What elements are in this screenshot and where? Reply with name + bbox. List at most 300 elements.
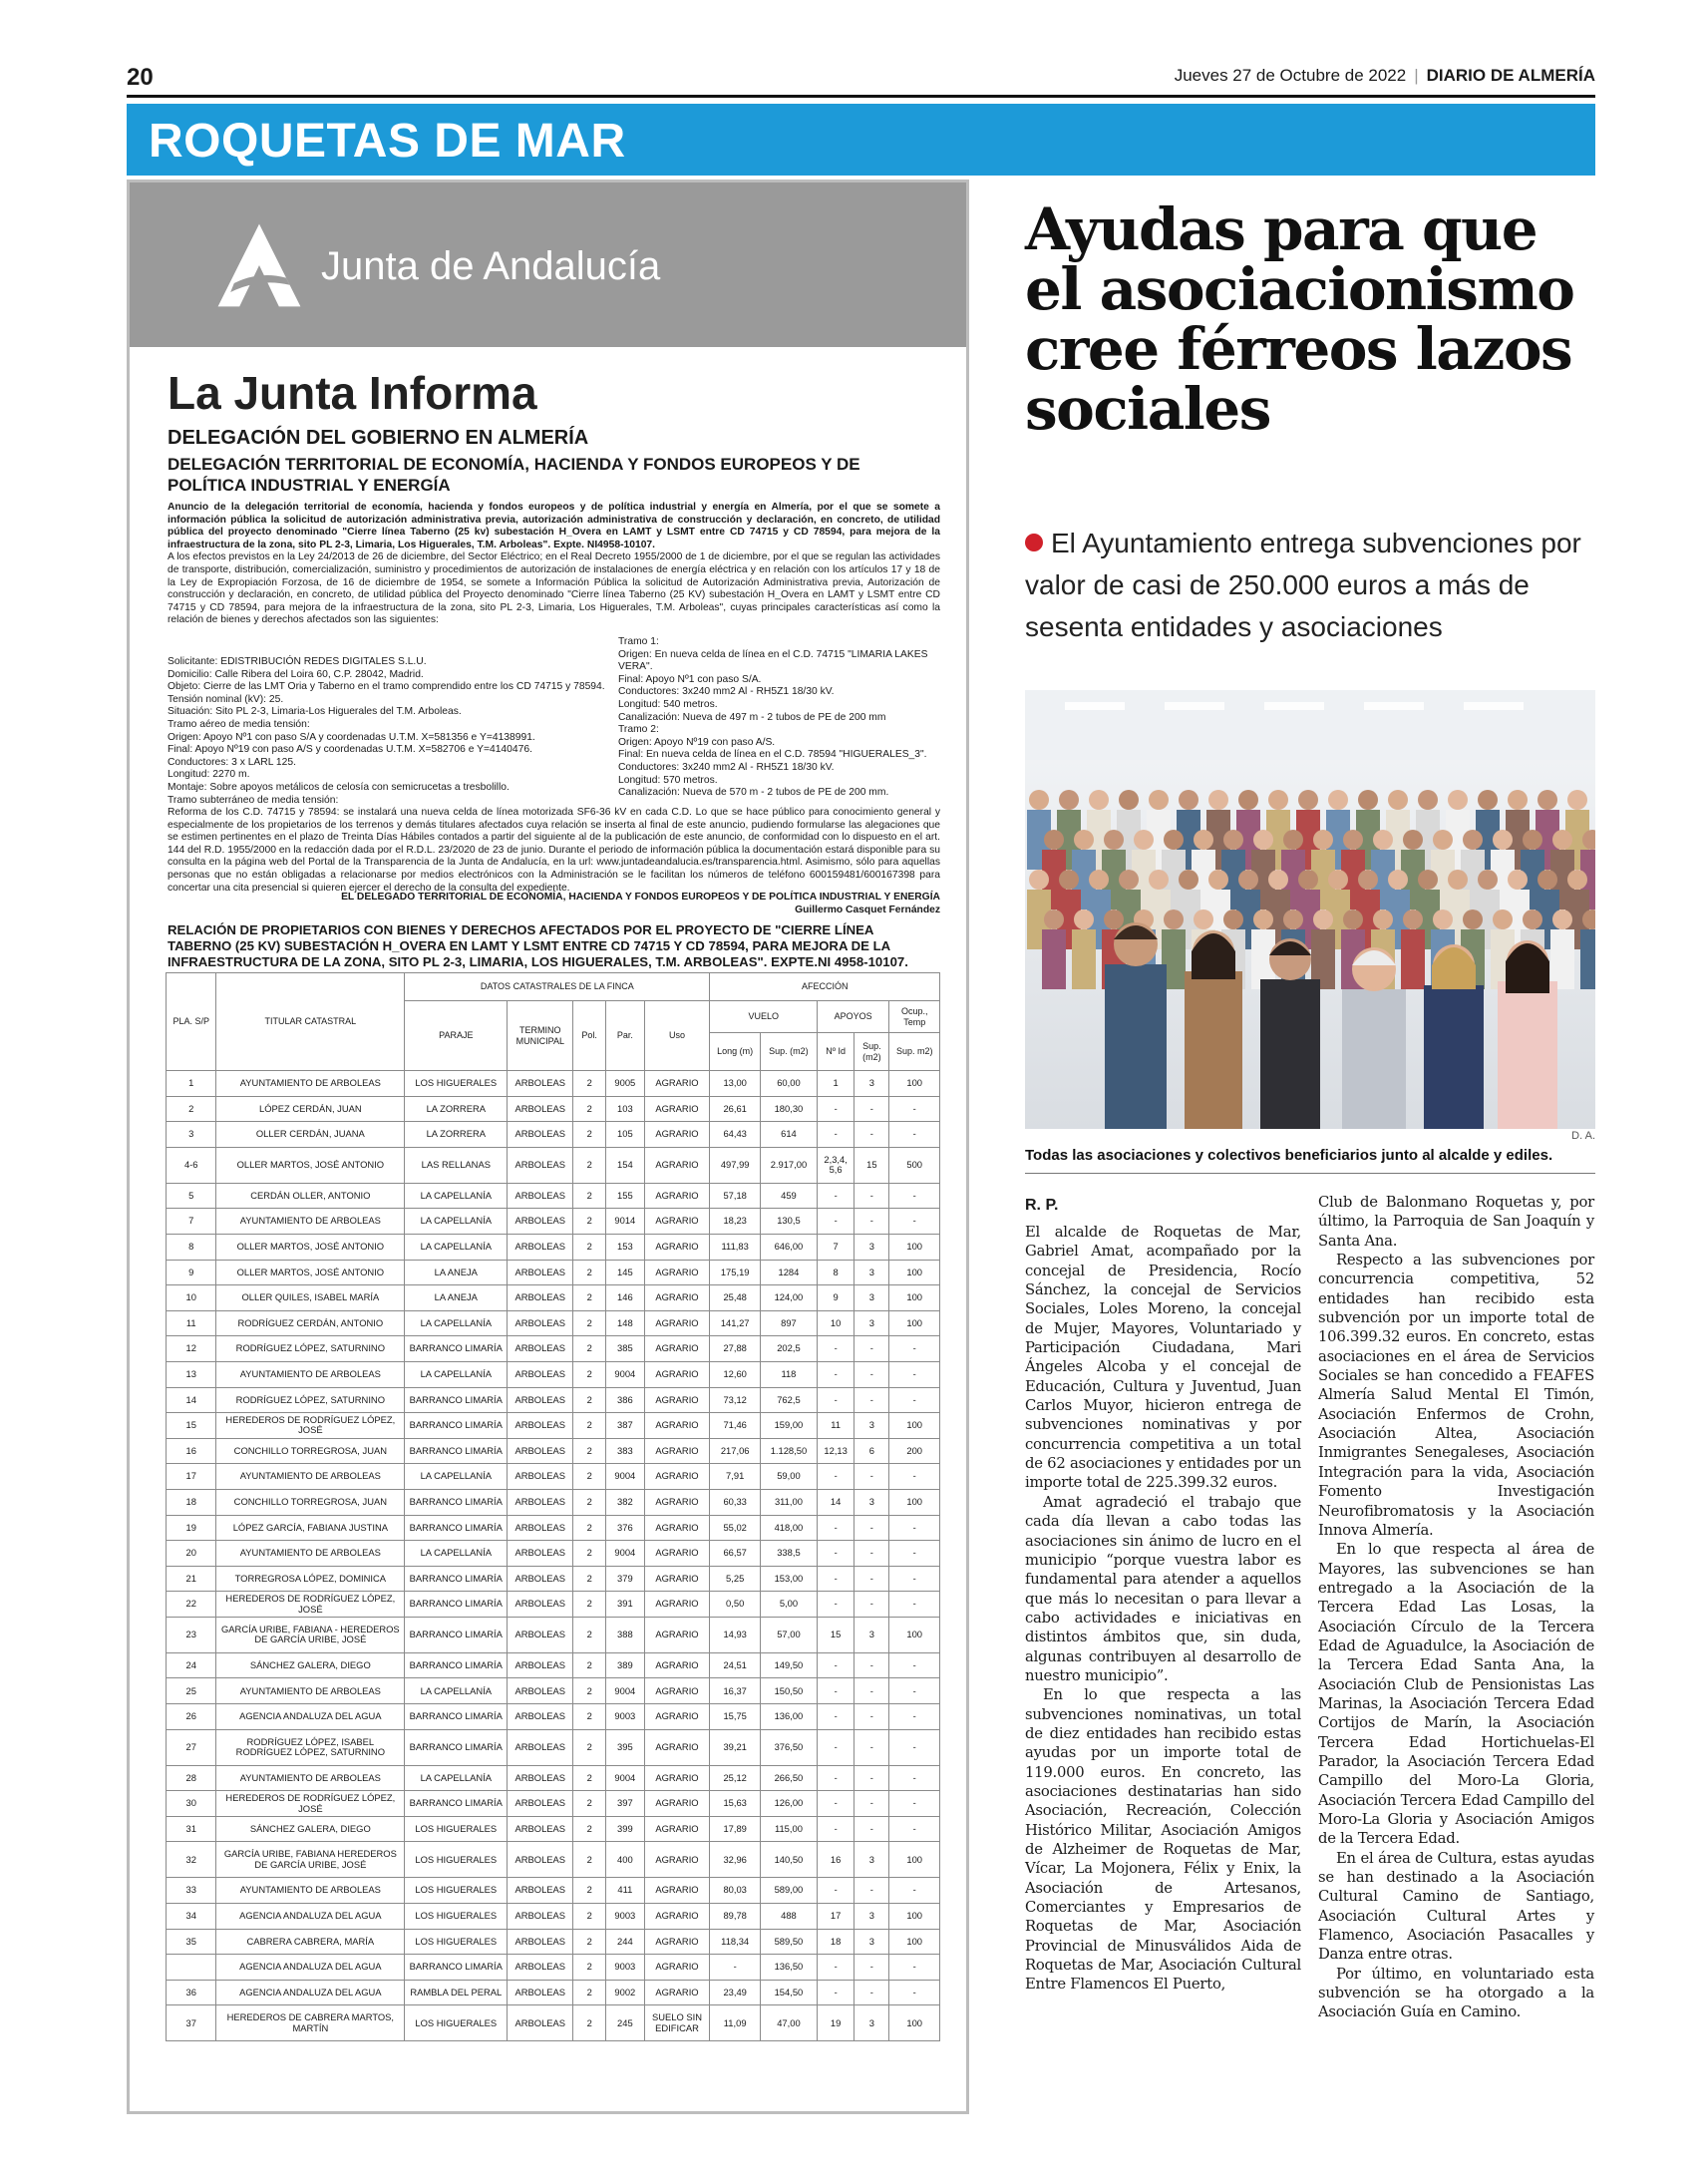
- table-row: [167, 1234, 940, 1260]
- cell-long: 17,89: [710, 1816, 760, 1842]
- cell-long: 16,37: [710, 1678, 760, 1704]
- cell-sup: 57,00: [760, 1617, 817, 1652]
- cell-titular: HEREDEROS DE CABRERA MARTOS, MARTÍN: [216, 2005, 405, 2041]
- cell-termino: ARBOLEAS: [508, 1361, 573, 1387]
- cell-pla: 33: [167, 1878, 216, 1904]
- cell-uso: AGRARIO: [644, 1336, 710, 1362]
- cell-titular: CONCHILLO TORREGROSA, JUAN: [216, 1489, 405, 1515]
- cell-pla: 19: [167, 1515, 216, 1541]
- cell-termino: ARBOLEAS: [508, 2005, 573, 2041]
- cell-uso: AGRARIO: [644, 1285, 710, 1311]
- col-header-pol: Pol.: [573, 1001, 606, 1071]
- caption-rule: [1025, 1173, 1595, 1174]
- cell-supm: -: [854, 1566, 889, 1592]
- ad-subtitle-2: DELEGACIÓN TERRITORIAL DE ECONOMÍA, HACIENDA Y FONDOS EUROPEOS Y DE POLÍTICA INDUSTRIAL Y ENERGÍA: [168, 455, 860, 495]
- table-row: [167, 1515, 940, 1541]
- cell-long: 66,57: [710, 1541, 760, 1567]
- cell-supt: -: [889, 1541, 940, 1567]
- cell-par: 9003: [606, 1904, 644, 1930]
- cell-par: 9004: [606, 1765, 644, 1791]
- cell-nid: 12,13: [817, 1438, 854, 1464]
- cell-pla: 8: [167, 1234, 216, 1260]
- cell-supt: -: [889, 1209, 940, 1235]
- photo-credit: D. A.: [1571, 1130, 1595, 1142]
- article-paragraph: En lo que respecta al área de Mayores, las subvenciones se han entregado a la Asociación de la Tercera Edad Las Losas, la Asociación Círculo de la Tercera Edad de Aguadulce, la Asociación de la Tercera Edad Santa Ana, la Asociación Club de Pensionistas Las Marinas, la Asociación Tercera Edad Cortijos de Marín, la Asociación Tercera Edad Hortichuelas-El Parador, la Asociación Tercera Edad Campillo del Moro-La Gloria, Asociación Tercera Edad Campillo del Moro-La Gloria y Asociación Amigos de la Tercera Edad.: [1318, 1541, 1594, 1848]
- cell-sup: 488: [760, 1904, 817, 1930]
- cell-pla: 3: [167, 1122, 216, 1148]
- cell-pla: 20: [167, 1541, 216, 1567]
- spec-line: Conductores: 3 x LARL 125.: [168, 756, 296, 768]
- spec-line: Montaje: Sobre apoyos metálicos de celosía con semicrucetas a tresbolillo.: [168, 781, 510, 793]
- cell-nid: -: [817, 1209, 854, 1235]
- cell-long: 7,91: [710, 1464, 760, 1490]
- cell-uso: AGRARIO: [644, 1904, 710, 1930]
- issue-date: Jueves 27 de Octubre de 2022: [1174, 66, 1407, 85]
- cell-pol: 2: [573, 1980, 606, 2005]
- standfirst-text: El Ayuntamiento entrega subvenciones por valor de casi de 250.000 euros a más de sesenta entidades y asociaciones: [1025, 528, 1581, 642]
- publication-name: DIARIO DE ALMERÍA: [1426, 66, 1595, 85]
- cell-nid: -: [817, 1592, 854, 1618]
- cell-sup: 149,50: [760, 1652, 817, 1678]
- cell-pla: 26: [167, 1704, 216, 1730]
- spec-line: Origen: Apoyo Nº1 con paso S/A y coordenadas U.T.M. X=581356 e Y=4138991.: [168, 731, 535, 743]
- cell-sup: 136,00: [760, 1704, 817, 1730]
- table-row: [167, 1438, 940, 1464]
- cell-uso: AGRARIO: [644, 1592, 710, 1618]
- cell-paraje: BARRANCO LIMARÍA: [405, 1652, 508, 1678]
- cell-par: 395: [606, 1729, 644, 1765]
- cell-supt: -: [889, 1878, 940, 1904]
- cell-uso: AGRARIO: [644, 1929, 710, 1955]
- cell-uso: AGRARIO: [644, 1096, 710, 1122]
- cell-par: 154: [606, 1147, 644, 1183]
- cell-supm: 3: [854, 1260, 889, 1285]
- cell-termino: ARBOLEAS: [508, 1678, 573, 1704]
- cell-nid: 1: [817, 1071, 854, 1097]
- cell-supm: -: [854, 1678, 889, 1704]
- article-paragraph: El alcalde de Roquetas de Mar, Gabriel Amat, acompañado por la concejal de Presidencia, Rocío Sánchez, la concejal de Servicios Sociales, Loles Moreno, la concejal de Mujer, Mayores, Voluntariado y Participación Ciudadana, Mari Ángeles Alcoba y el concejal de Educación, Cultura y Juventud, Juan Carlos Muyor, hicieron entrega de subvenciones nominativas y por concurrencia competitiva a un total de 62 asociaciones y entidades por un importe total de 225.399.32 euros.: [1025, 1224, 1301, 1492]
- cell-nid: -: [817, 1387, 854, 1413]
- cell-titular: AYUNTAMIENTO DE ARBOLEAS: [216, 1878, 405, 1904]
- cell-sup: 338,5: [760, 1541, 817, 1567]
- cell-paraje: BARRANCO LIMARÍA: [405, 1438, 508, 1464]
- cell-supt: 100: [889, 1617, 940, 1652]
- cell-titular: CONCHILLO TORREGROSA, JUAN: [216, 1438, 405, 1464]
- ad-header-band: [130, 182, 966, 347]
- table-row: [167, 1955, 940, 1981]
- cell-supm: -: [854, 1729, 889, 1765]
- cell-uso: AGRARIO: [644, 1816, 710, 1842]
- cell-titular: OLLER CERDÁN, JUANA: [216, 1122, 405, 1148]
- cell-supm: -: [854, 1209, 889, 1235]
- cell-termino: ARBOLEAS: [508, 1071, 573, 1097]
- cell-nid: 7: [817, 1234, 854, 1260]
- cell-pol: 2: [573, 1816, 606, 1842]
- cell-uso: AGRARIO: [644, 1260, 710, 1285]
- cell-pol: 2: [573, 1765, 606, 1791]
- cell-pol: 2: [573, 1878, 606, 1904]
- cell-pol: 2: [573, 1791, 606, 1817]
- cell-pla: 28: [167, 1765, 216, 1791]
- cell-sup: 589,50: [760, 1929, 817, 1955]
- cell-uso: AGRARIO: [644, 1980, 710, 2005]
- cell-nid: -: [817, 1955, 854, 1981]
- cell-supm: -: [854, 1765, 889, 1791]
- cell-titular: LÓPEZ GARCÍA, FABIANA JUSTINA: [216, 1515, 405, 1541]
- cell-supm: -: [854, 1122, 889, 1148]
- cell-pol: 2: [573, 1413, 606, 1439]
- cell-supm: -: [854, 1515, 889, 1541]
- cell-pol: 2: [573, 1592, 606, 1618]
- article-paragraph: En el área de Cultura, estas ayudas se han destinado a la Asociación Cultural Camino de Santiago, Asociación Cultural Artes y Flamenco, Asociación Pasacalles y Danza entre otras.: [1318, 1849, 1594, 1964]
- article-paragraph: Amat agradeció el trabajo que cada día llevan a cabo todas las asociaciones sin ánimo de lucro en el municipio “porque vuestra labor es fundamental para atender a aquellos que más lo necesitan o para llevar a cabo actividades e iniciativas en distintos ámbitos que, sin duda, algunas contribuyen al desarrollo de nuestro municipio”.: [1025, 1493, 1301, 1684]
- cell-pla: 15: [167, 1413, 216, 1439]
- cell-titular: AYUNTAMIENTO DE ARBOLEAS: [216, 1765, 405, 1791]
- cell-nid: 8: [817, 1260, 854, 1285]
- cell-paraje: LA ZORRERA: [405, 1096, 508, 1122]
- spec-line: Tramo 2:: [618, 724, 659, 736]
- cell-par: 386: [606, 1387, 644, 1413]
- table-row: [167, 1704, 940, 1730]
- cell-par: 9002: [606, 1980, 644, 2005]
- cell-supm: -: [854, 1652, 889, 1678]
- cell-nid: 17: [817, 1904, 854, 1930]
- cell-long: -: [710, 1955, 760, 1981]
- cell-uso: AGRARIO: [644, 1183, 710, 1209]
- cell-titular: SÁNCHEZ GALERA, DIEGO: [216, 1816, 405, 1842]
- cell-pol: 2: [573, 1955, 606, 1981]
- cell-pol: 2: [573, 1122, 606, 1148]
- cell-nid: 9: [817, 1285, 854, 1311]
- cell-pol: 2: [573, 1071, 606, 1097]
- cell-uso: AGRARIO: [644, 1464, 710, 1490]
- table-row: [167, 1260, 940, 1285]
- table-row: [167, 1096, 940, 1122]
- cell-uso: AGRARIO: [644, 1209, 710, 1235]
- cell-supt: -: [889, 1652, 940, 1678]
- table-row: [167, 1464, 940, 1490]
- cell-pol: 2: [573, 1361, 606, 1387]
- cell-supm: -: [854, 1816, 889, 1842]
- col-header-afeccion: AFECCIÓN: [710, 973, 940, 1001]
- cell-pla: 37: [167, 2005, 216, 2041]
- cell-nid: -: [817, 1652, 854, 1678]
- table-row: [167, 1904, 940, 1930]
- bullet-dot-icon: [1025, 534, 1043, 551]
- cell-supt: -: [889, 1791, 940, 1817]
- cell-par: 145: [606, 1260, 644, 1285]
- cell-sup: 150,50: [760, 1678, 817, 1704]
- ad-intro: Anuncio de la delegación territorial de economía, hacienda y fondos europeos y de política industrial y energía en Almería, por el que se somete a información pública la solicitud de autorización administrativa previa, autorización administrativa de construcción y declaración, en concreto, de utilidad pública del proyecto denominado "Cierre línea Taberno (25 kv) subestación H_Overa en LAMT y LSMT entre CD 74715 y CD 78594, para mejora de la infraestructura de la zona, sito PL 2-3, Limaria, Los Higuerales, T.M. Arboleas". Expte. NI4958-10107.: [168, 502, 940, 550]
- cell-uso: AGRARIO: [644, 1122, 710, 1148]
- col-header-long: Long (m): [710, 1033, 760, 1071]
- cell-long: 497,99: [710, 1147, 760, 1183]
- section-title: ROQUETAS DE MAR: [149, 115, 626, 168]
- cell-long: 0,50: [710, 1592, 760, 1618]
- cell-pol: 2: [573, 1929, 606, 1955]
- cell-sup: 159,00: [760, 1413, 817, 1439]
- cell-sup: 762,5: [760, 1387, 817, 1413]
- cell-paraje: BARRANCO LIMARÍA: [405, 1413, 508, 1439]
- cell-titular: RODRÍGUEZ LÓPEZ, SATURNINO: [216, 1387, 405, 1413]
- cell-sup: 130,5: [760, 1209, 817, 1235]
- spec-line: Tramo subterráneo de media tensión:: [168, 794, 339, 806]
- cell-supm: -: [854, 1878, 889, 1904]
- article-byline: R. P.: [1025, 1197, 1059, 1214]
- spec-line: Conductores: 3x240 mm2 Al - RH5Z1 18/30 kV.: [618, 686, 835, 698]
- cell-par: 9004: [606, 1678, 644, 1704]
- cell-pol: 2: [573, 1489, 606, 1515]
- cell-supm: 3: [854, 2005, 889, 2041]
- cell-titular: GARCÍA URIBE, FABIANA HEREDEROS DE GARCÍA URIBE, JOSÉ: [216, 1842, 405, 1878]
- cell-termino: ARBOLEAS: [508, 1515, 573, 1541]
- table-row: [167, 1336, 940, 1362]
- cell-nid: -: [817, 1704, 854, 1730]
- cell-termino: ARBOLEAS: [508, 1260, 573, 1285]
- spec-line: Longitud: 2270 m.: [168, 769, 250, 781]
- table-row: [167, 1209, 940, 1235]
- cell-par: 391: [606, 1592, 644, 1618]
- cell-par: 411: [606, 1878, 644, 1904]
- cell-supt: -: [889, 1122, 940, 1148]
- cell-long: 13,00: [710, 1071, 760, 1097]
- cell-uso: AGRARIO: [644, 1147, 710, 1183]
- cell-par: 376: [606, 1515, 644, 1541]
- cell-supm: 3: [854, 1234, 889, 1260]
- cell-uso: AGRARIO: [644, 1071, 710, 1097]
- spec-line: Conductores: 3x240 mm2 Al - RH5Z1 18/30 kV.: [618, 761, 835, 773]
- cell-supt: 100: [889, 1842, 940, 1878]
- cell-termino: ARBOLEAS: [508, 1592, 573, 1618]
- cell-nid: -: [817, 1464, 854, 1490]
- table-row: [167, 1361, 940, 1387]
- cell-supt: 500: [889, 1147, 940, 1183]
- cell-par: 148: [606, 1310, 644, 1336]
- spec-line: Tramo 1:: [618, 636, 659, 647]
- cell-supt: -: [889, 1955, 940, 1981]
- cell-titular: OLLER MARTOS, JOSÉ ANTONIO: [216, 1234, 405, 1260]
- ad-body-text: A los efectos previstos en la Ley 24/2013 de 26 de diciembre, del Sector Eléctrico; en el Real Decreto 1955/2000 de 1 de diciembre, por el que se regulan las actividades de transporte, distribución, comercialización, suministro y procedimientos de autorización de instalaciones de energía eléctrica y en relación con los artículos 17 y 18 de la Ley de Expropiación Forzosa, de 16 de diciembre de 1954, se somete a Información Pública la solicitud de Autorización Administrativa previa, Autorización de construcción y declaración, en concreto, de utilidad pública del Proyecto denominado "Cierre línea Taberno (25 KV) subestación H_Overa en LAMT y LSMT entre CD 74715 y CD 78594, para mejora de la infraestructura de la zona, sito PL 2-3, Limaria, Los Higuerales, T.M. Arboleas", cuyas principales características así como la relación de bienes y derechos afectados son las siguientes:: [168, 551, 940, 626]
- spec-line: Canalización: Nueva de 570 m - 2 tubos de PE de 200 mm.: [618, 787, 889, 799]
- cell-paraje: LA CAPELLANÍA: [405, 1310, 508, 1336]
- cell-supm: 3: [854, 1489, 889, 1515]
- cell-par: 388: [606, 1617, 644, 1652]
- cell-paraje: LA CAPELLANÍA: [405, 1541, 508, 1567]
- section-banner: [127, 104, 1595, 176]
- cell-termino: ARBOLEAS: [508, 1234, 573, 1260]
- cell-sup: 897: [760, 1310, 817, 1336]
- cell-paraje: LA ANEJA: [405, 1260, 508, 1285]
- cell-sup: 1284: [760, 1260, 817, 1285]
- cell-supt: 100: [889, 1260, 940, 1285]
- cell-nid: -: [817, 1765, 854, 1791]
- cell-pla: [167, 1955, 216, 1981]
- cell-pol: 2: [573, 1147, 606, 1183]
- cell-long: 15,63: [710, 1791, 760, 1817]
- spec-line: Domicilio: Calle Ribera del Loira 60, C.P. 28042, Madrid.: [168, 668, 424, 680]
- cell-supt: 200: [889, 1438, 940, 1464]
- cell-pla: 7: [167, 1209, 216, 1235]
- col-header-ocup: Ocup., Temp: [889, 1001, 940, 1033]
- cell-termino: ARBOLEAS: [508, 1652, 573, 1678]
- cell-supm: 6: [854, 1438, 889, 1464]
- cell-uso: AGRARIO: [644, 1842, 710, 1878]
- cell-pol: 2: [573, 1652, 606, 1678]
- cell-titular: HEREDEROS DE RODRÍGUEZ LÓPEZ, JOSÉ: [216, 1592, 405, 1618]
- cell-nid: 10: [817, 1310, 854, 1336]
- cell-paraje: LOS HIGUERALES: [405, 1842, 508, 1878]
- cell-nid: 19: [817, 2005, 854, 2041]
- cell-supm: -: [854, 1541, 889, 1567]
- cell-long: 26,61: [710, 1096, 760, 1122]
- cell-pla: 5: [167, 1183, 216, 1209]
- junta-advertisement: [127, 180, 969, 2114]
- cell-long: 141,27: [710, 1310, 760, 1336]
- cell-nid: -: [817, 1729, 854, 1765]
- cell-paraje: LOS HIGUERALES: [405, 2005, 508, 2041]
- cell-pla: 18: [167, 1489, 216, 1515]
- cell-nid: 14: [817, 1489, 854, 1515]
- table-row: [167, 1791, 940, 1817]
- cell-par: 382: [606, 1489, 644, 1515]
- cell-nid: 18: [817, 1929, 854, 1955]
- cell-par: 389: [606, 1652, 644, 1678]
- spec-line: Longitud: 540 metros.: [618, 698, 718, 710]
- table-row: [167, 1413, 940, 1439]
- junta-logo-icon: [214, 220, 304, 310]
- cell-pla: 13: [167, 1361, 216, 1387]
- table-row: [167, 1122, 940, 1148]
- cell-nid: 15: [817, 1617, 854, 1652]
- spec-line: Origen: Apoyo Nº19 con paso A/S.: [618, 736, 776, 748]
- cell-uso: AGRARIO: [644, 1878, 710, 1904]
- cell-long: 18,23: [710, 1209, 760, 1235]
- owners-table: [166, 972, 940, 2041]
- cell-paraje: LOS HIGUERALES: [405, 1816, 508, 1842]
- cell-pla: 30: [167, 1791, 216, 1817]
- cell-long: 80,03: [710, 1878, 760, 1904]
- cell-long: 25,12: [710, 1765, 760, 1791]
- ad-brand-name: Junta de Andalucía: [321, 244, 661, 288]
- masthead-separator: |: [1414, 66, 1419, 85]
- cell-supm: -: [854, 1592, 889, 1618]
- cell-pol: 2: [573, 1209, 606, 1235]
- cell-uso: AGRARIO: [644, 1791, 710, 1817]
- cell-termino: ARBOLEAS: [508, 1096, 573, 1122]
- signature-name: Guillermo Casquet Fernández: [795, 904, 940, 915]
- cell-pol: 2: [573, 1904, 606, 1930]
- cell-par: 9005: [606, 1071, 644, 1097]
- cell-supm: -: [854, 1336, 889, 1362]
- cell-termino: ARBOLEAS: [508, 1791, 573, 1817]
- article-paragraph: Club de Balonmano Roquetas y, por último, la Parroquia de San Joaquín y Santa Ana.: [1318, 1194, 1594, 1250]
- relation-title: RELACIÓN DE PROPIETARIOS CON BIENES Y DERECHOS AFECTADOS POR EL PROYECTO DE "CIERRE LÍNEA TABERNO (25 KV) SUBESTACIÓN H_OVERA EN LAMT Y LSMT ENTRE CD 74715 Y CD 78594, PARA MEJORA DE LA INFRAESTRUCTURA DE LA ZONA, SITO PL 2-3, LIMARIA, LOS HIGUERALES, T.M. ARBOLEAS". EXPTE.NI 4958-10107.: [168, 922, 908, 969]
- article-paragraph: En lo que respecta a las subvenciones nominativas, un total de diez entidades han recibido estas ayudas por un importe total de 119.000 euros. En concreto, las asociaciones destinatarias han sido Asociación, Recreación, Colección Histórico Militar, Asociación Amigos de Alzheimer de Roquetas de Mar, Vícar, La Mojonera, Félix y Enix, la Asociación de Artesanos, Comerciantes y Empresarios de Roquetas de Mar, Asociación Provincial de Minusválidos Aida de Roquetas de Mar, Asociación Cultural Entre Flamencos El Puerto,: [1025, 1686, 1301, 1994]
- cell-nid: 16: [817, 1842, 854, 1878]
- cell-supt: -: [889, 1678, 940, 1704]
- cell-supt: -: [889, 1704, 940, 1730]
- cell-supt: -: [889, 1816, 940, 1842]
- cell-long: 89,78: [710, 1904, 760, 1930]
- cell-termino: ARBOLEAS: [508, 1413, 573, 1439]
- cell-nid: -: [817, 1816, 854, 1842]
- cell-par: 146: [606, 1285, 644, 1311]
- spec-line: Final: Apoyo Nº19 con paso A/S y coordenadas U.T.M. X=582706 e Y=4140476.: [168, 744, 532, 756]
- owners-table-body: [167, 1071, 940, 2041]
- cell-termino: ARBOLEAS: [508, 1541, 573, 1567]
- cell-par: 9003: [606, 1704, 644, 1730]
- cell-paraje: LA CAPELLANÍA: [405, 1209, 508, 1235]
- spec-line: Canalización: Nueva de 497 m - 2 tubos de PE de 200 mm: [618, 711, 886, 723]
- cell-supt: 100: [889, 1071, 940, 1097]
- cell-pol: 2: [573, 1678, 606, 1704]
- col-header-supt: Sup. m2): [889, 1033, 940, 1071]
- table-row: [167, 1183, 940, 1209]
- cell-pla: 10: [167, 1285, 216, 1311]
- cell-par: 9004: [606, 1464, 644, 1490]
- cell-pol: 2: [573, 1842, 606, 1878]
- cell-titular: HEREDEROS DE RODRÍGUEZ LÓPEZ, JOSÉ: [216, 1791, 405, 1817]
- col-header-apoyos: APOYOS: [817, 1001, 888, 1033]
- cell-paraje: LOS HIGUERALES: [405, 1071, 508, 1097]
- cell-paraje: LOS HIGUERALES: [405, 1878, 508, 1904]
- cell-titular: CABRERA CABRERA, MARÍA: [216, 1929, 405, 1955]
- cell-titular: AYUNTAMIENTO DE ARBOLEAS: [216, 1678, 405, 1704]
- group-photo: [1025, 690, 1595, 1129]
- cell-termino: ARBOLEAS: [508, 1955, 573, 1981]
- cell-pla: 9: [167, 1260, 216, 1285]
- cell-sup: 5,00: [760, 1592, 817, 1618]
- cell-long: 39,21: [710, 1729, 760, 1765]
- cell-sup: 266,50: [760, 1765, 817, 1791]
- col-header-supm: Sup. (m2): [854, 1033, 889, 1071]
- cell-nid: 2,3,4, 5,6: [817, 1147, 854, 1183]
- cell-termino: ARBOLEAS: [508, 1980, 573, 2005]
- cell-titular: AYUNTAMIENTO DE ARBOLEAS: [216, 1361, 405, 1387]
- cell-sup: 140,50: [760, 1842, 817, 1878]
- spec-line: Tensión nominal (kV): 25.: [168, 693, 284, 705]
- cell-paraje: BARRANCO LIMARÍA: [405, 1387, 508, 1413]
- cell-sup: 124,00: [760, 1285, 817, 1311]
- col-header-titular: TITULAR CATASTRAL: [216, 973, 405, 1071]
- cell-supm: -: [854, 1704, 889, 1730]
- cell-par: 245: [606, 2005, 644, 2041]
- table-row: [167, 1617, 940, 1652]
- cell-uso: SUELO SIN EDIFICAR: [644, 2005, 710, 2041]
- table-row: [167, 1310, 940, 1336]
- cell-par: 244: [606, 1929, 644, 1955]
- cell-supt: -: [889, 1592, 940, 1618]
- ad-title: La Junta Informa: [168, 367, 537, 419]
- cell-titular: OLLER QUILES, ISABEL MARÍA: [216, 1285, 405, 1311]
- cell-long: 5,25: [710, 1566, 760, 1592]
- cell-uso: AGRARIO: [644, 1489, 710, 1515]
- cell-pol: 2: [573, 1729, 606, 1765]
- table-row: [167, 1566, 940, 1592]
- cell-par: 105: [606, 1122, 644, 1148]
- signature-role: EL DELEGADO TERRITORIAL DE ECONOMÍA, HACIENDA Y FONDOS EUROPEOS Y DE POLÍTICA INDUSTRIAL Y ENERGÍA: [341, 892, 940, 903]
- cell-supm: -: [854, 1980, 889, 2005]
- article-paragraph: Respecto a las subvenciones por concurrencia competitiva, 52 entidades han recibido esta subvención por un importe total de 106.399.32 euros. En concreto, estas asociaciones en el área de Servicios Sociales se han concedido a FEAFES Almería Salud Mental El Timón, Asociación Enfermos de Crohn, Asociación Altea, Asociación Inmigrantes Senegaleses, Asociación Integración para la vida, Asociación Fomento Investigación Neurofibromatosis y la Asociación Innova Almería.: [1318, 1252, 1594, 1539]
- cell-uso: AGRARIO: [644, 1704, 710, 1730]
- cell-termino: ARBOLEAS: [508, 1904, 573, 1930]
- col-header-vuelo: VUELO: [710, 1001, 818, 1033]
- cell-long: 57,18: [710, 1183, 760, 1209]
- cell-nid: -: [817, 1678, 854, 1704]
- cell-par: 387: [606, 1413, 644, 1439]
- cell-sup: 2.917,00: [760, 1147, 817, 1183]
- table-row: [167, 1765, 940, 1791]
